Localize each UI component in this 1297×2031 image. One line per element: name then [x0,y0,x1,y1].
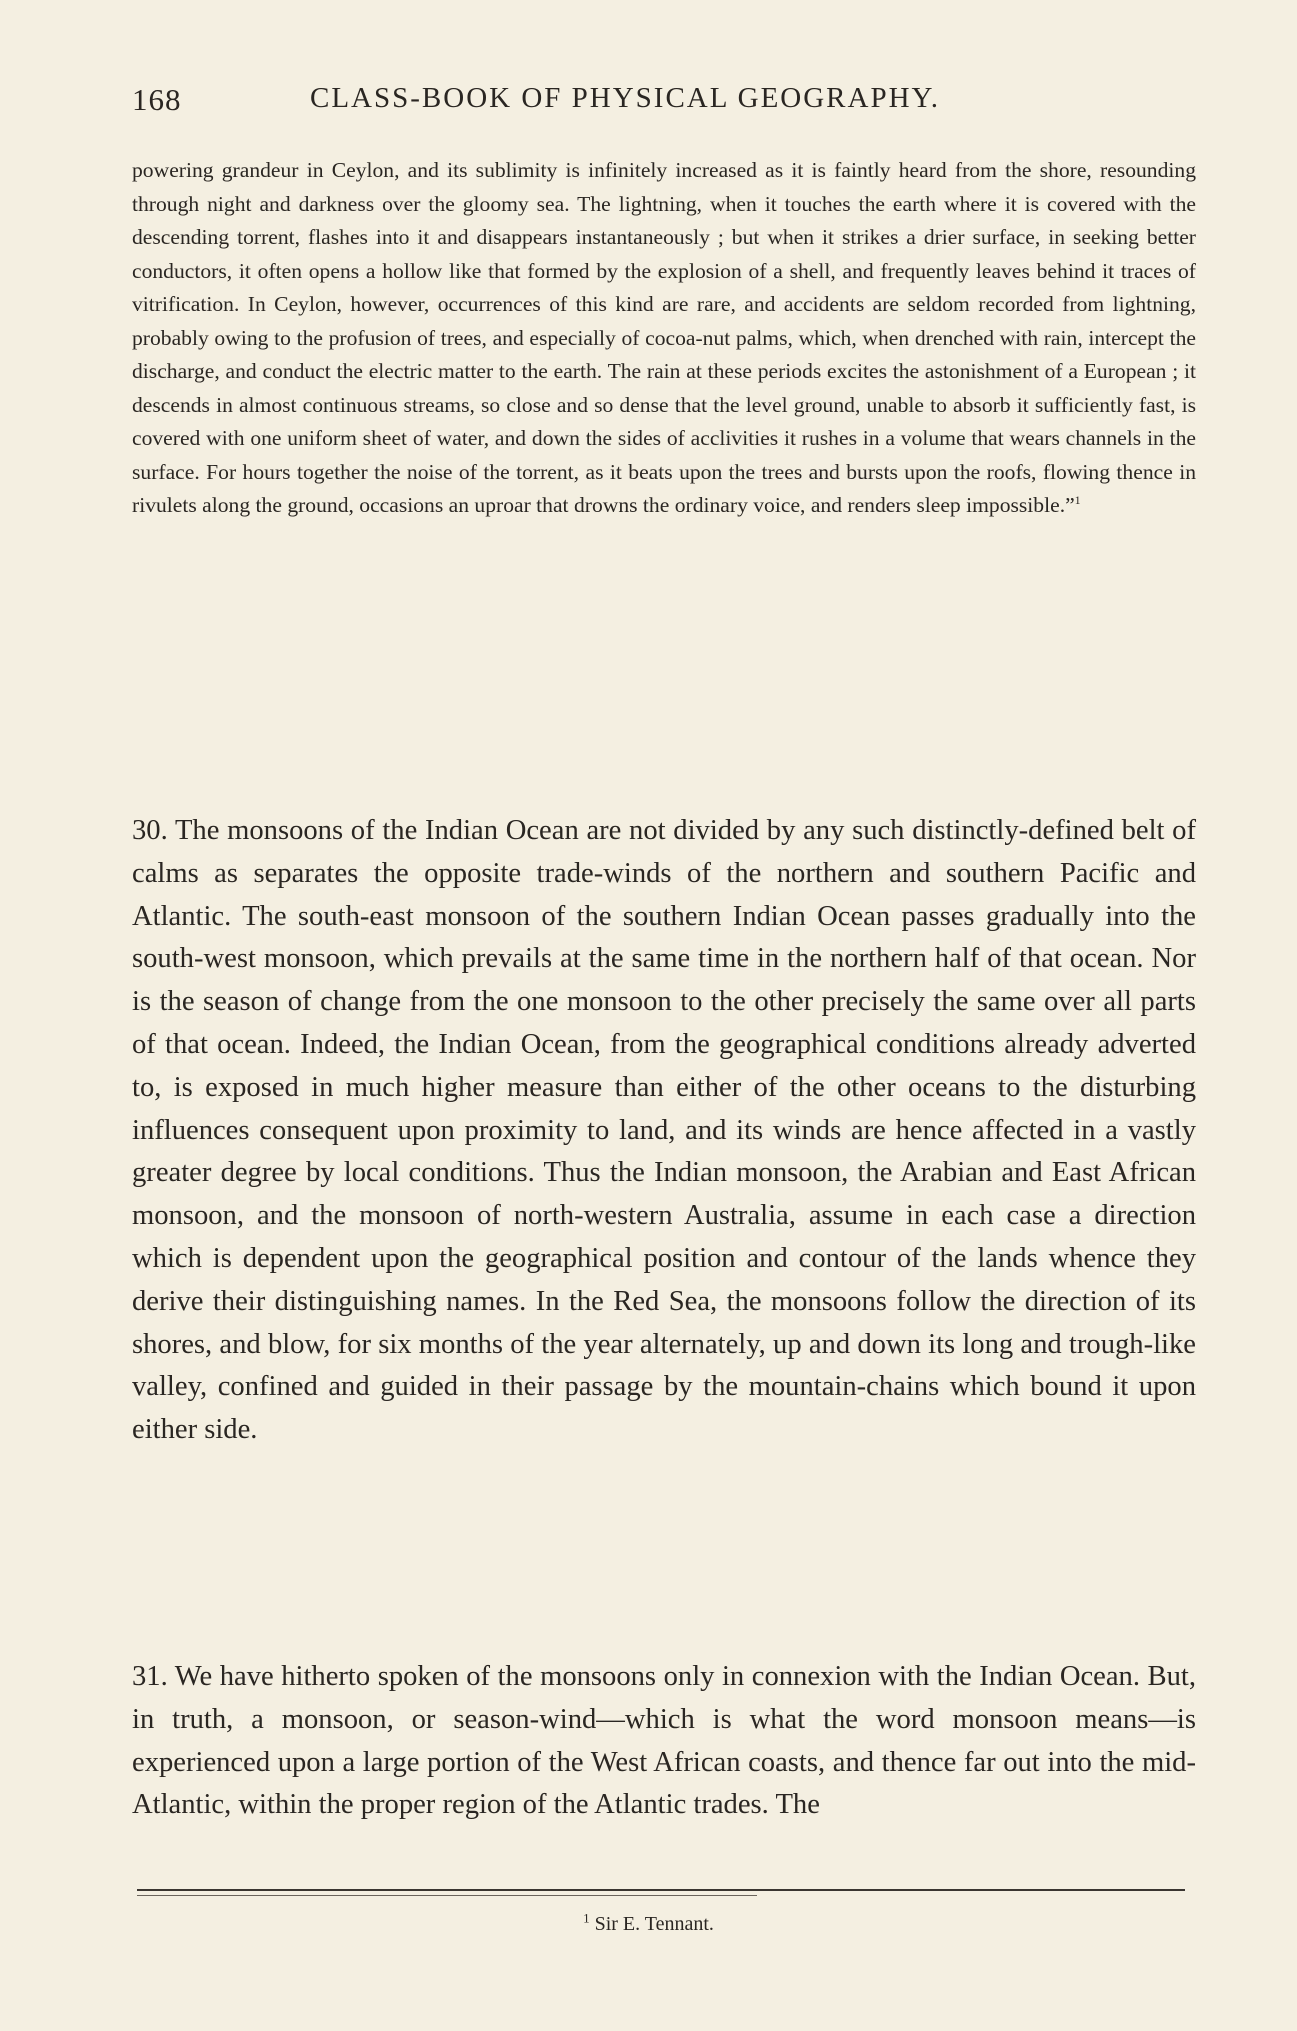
footnote [0,1910,1297,1938]
quoted-paragraph-text: powering grandeur in Ceylon, and its sublimity is infinitely increased as it is faintly heard from the shore, resounding through night and darkness over the gloomy sea. The lightning, when it touches the earth where it is covered with the descending torrent, flashes into it and disappears instantaneously ; but when it strikes a drier surface, in seeking better conductors, it often opens a hollow like that formed by the explosion of a shell, and frequently leaves behind it traces of vitrification. In Ceylon, however, occurrences of this kind are rare, and accidents are seldom recorded from lightning, probably owing to the profusion of trees, and especially of cocoa-nut palms, which, when drenched with rain, intercept the discharge, and conduct the electric matter to the earth. The rain at these periods excites the astonishment of a European ; it descends in almost continuous streams, so close and so dense that the level ground, unable to absorb it sufficiently fast, is covered with one uniform sheet of water, and down the sides of acclivities it rushes in a volume that wears channels in the surface. For hours together the noise of the torrent, as it beats upon the trees and bursts upon the roofs, flowing thence in rivulets along the ground, occasions an uproar that drowns the ordinary voice, and renders sleep impossible.” [132,158,1196,517]
footnote-divider-secondary [137,1895,757,1896]
paragraph-31 [132,1656,1196,1827]
footnote-text: Sir E. Tennant. [594,1913,714,1935]
running-title: CLASS-BOOK OF PHYSICAL GEOGRAPHY. [310,82,940,114]
paragraph-text: The monsoons of the Indian Ocean are not divided by any such distinctly-defined belt of calms as separates the opposite trade-winds of the northern and southern Pacific and Atlantic. The south-east monsoon of the southern Indian Ocean passes gradually into the south-west monsoon, which prevails at the same time in the northern half of that ocean. Nor is the season of change from the one monsoon to the other precisely the same over all parts of that ocean. Indeed, the Indian Ocean, from the geographical conditions already adverted to, is exposed in much higher measure than either of the other oceans to the disturbing influences consequent upon proximity to land, and its winds are hence affected in a vastly greater degree by local conditions. Thus the Indian monsoon, the Arabian and East African monsoon, and the monsoon of north-western Australia, assume in each case a direction which is dependent upon the geographical position and contour of the lands whence they derive their distinguishing names. In the Red Sea, the monsoons follow the direction of its shores, and blow, for six months of the year alternately, up and down its long and trough-like valley, confined and guided in their passage by the mountain-chains which bound it upon either side. [132,815,1196,1446]
footnote-marker: 1 [583,1910,590,1926]
paragraph-text: We have hitherto spoken of the monsoons only in connexion with the Indian Ocean. But, in truth, a monsoon, or season-wind—which is what the word monsoon means—is experienced upon a large portion of the West African coasts, and thence far out into the mid-Atlantic, within the proper region of the Atlantic trades. The [132,1661,1196,1821]
footnote-reference: 1 [1074,492,1081,507]
paragraph-number: 31. [132,1661,168,1692]
page-header [132,82,1204,126]
paragraph-number: 30. [132,815,168,846]
footnote-divider [137,1889,1185,1891]
page-number: 168 [132,82,182,117]
paragraph-30 [132,810,1196,1452]
quoted-paragraph [132,154,1196,523]
